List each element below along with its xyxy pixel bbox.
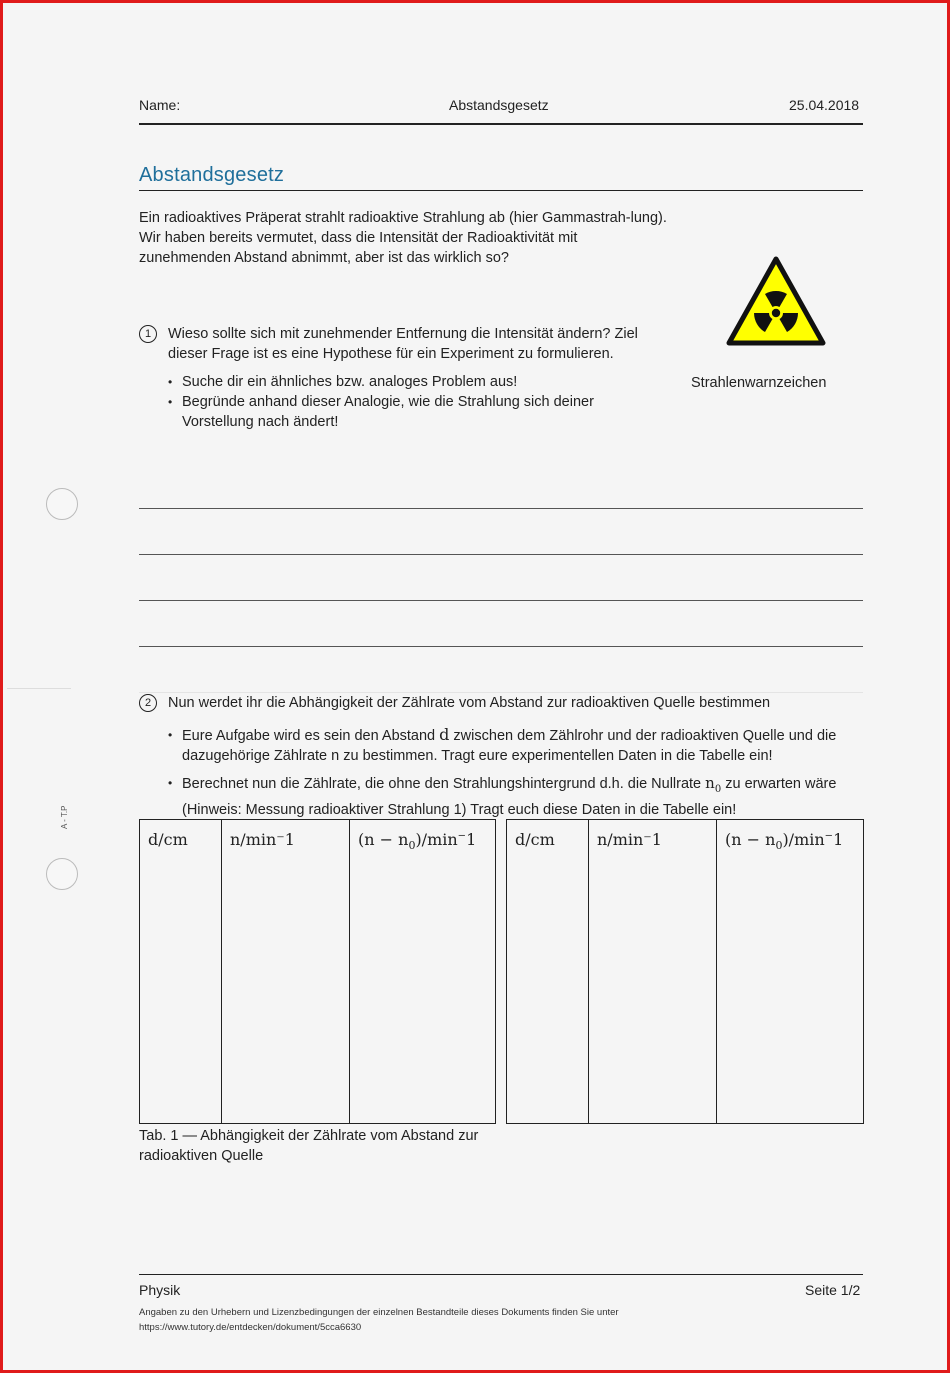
answer-line[interactable] xyxy=(139,600,863,601)
table-header-rate: n/min⁻1 xyxy=(589,820,717,1124)
header-date: 25.04.2018 xyxy=(789,97,860,113)
punch-hole xyxy=(46,488,78,520)
side-label: A - T.P xyxy=(60,805,69,829)
punch-hole xyxy=(46,858,78,890)
task-1-number: 1 xyxy=(139,325,157,343)
footer-subject: Physik xyxy=(139,1282,181,1298)
task-1-bullet: • Suche dir ein ähnliches bzw. analoges Problem aus! xyxy=(168,372,638,392)
section-title: Abstandsgesetz xyxy=(139,164,285,186)
header-title: Abstandsgesetz xyxy=(449,97,549,113)
task-1-bullet: • Begründe anhand dieser Analogie, wie die Strahlung sich deiner Vorstellung nach ändert! xyxy=(168,392,638,432)
header-name-label: Name: xyxy=(139,97,181,113)
data-table-right xyxy=(506,819,864,1124)
task-1-bullets xyxy=(168,372,638,432)
task-2-intro: Nun werdet ihr die Abhängigkeit der Zählrate vom Abstand zur radioaktiven Quelle bestimmen xyxy=(168,695,771,711)
task-2-bullet: • Eure Aufgabe wird es sein den Abstand d zwischen dem Zählrohr und der radioaktiven Quelle und die dazugehörige Zählrate n zu bestimmen. Tragt eure experimentellen Daten in die Tabelle ein! xyxy=(168,725,858,766)
intro-paragraph: Ein radioaktives Präperat strahlt radioaktive Strahlung ab (hier Gammastrah-lung). Wir haben bereits vermutet, dass die Intensität der Radioaktivität mit zunehmenden Abstand abnimmt, aber ist das wirklich so? xyxy=(139,210,667,266)
table-header-distance: d/cm xyxy=(148,830,188,849)
radiation-caption: Strahlenwarnzeichen xyxy=(691,375,827,391)
footer-rule xyxy=(139,1274,863,1275)
radiation-warning-icon xyxy=(725,255,827,347)
table-header-distance: d/cm xyxy=(515,830,555,849)
footer-attribution: Angaben zu den Urhebern und Lizenzbedingungen der einzelnen Bestandteile dieses Dokuments finden Sie unter xyxy=(139,1307,619,1318)
answer-line[interactable] xyxy=(139,554,863,555)
answer-line[interactable] xyxy=(139,508,863,509)
section-rule xyxy=(139,190,863,191)
table-header-net-rate: $(n - n_0)/\min^-1$ xyxy=(350,820,496,1124)
task-2-number: 2 xyxy=(139,694,157,712)
fold-mark xyxy=(7,688,71,689)
task-2-bullets xyxy=(168,725,858,820)
task-2-bullet: • Berechnet nun die Zählrate, die ohne den Strahlungshintergrund d.h. die Nullrate $n_0$ zu erwarten wäre (Hinweis: Messung radioaktiver Strahlung 1) Tragt euch diese Daten in die Tabelle ein! xyxy=(168,773,858,820)
data-table-left xyxy=(139,819,496,1124)
table-header-rate: n/min⁻1 xyxy=(222,820,350,1124)
header-rule xyxy=(139,123,863,125)
task-1-question: Wieso sollte sich mit zunehmender Entfernung die Intensität ändern? Ziel dieser Frage ist es eine Hypothese für ein Experiment zu formulieren. xyxy=(168,326,638,362)
answer-line[interactable] xyxy=(139,646,863,647)
table-header-net-rate: $(n - n_0)/\min^-1$ xyxy=(717,820,864,1124)
footer-link[interactable]: https://www.tutory.de/entdecken/dokument/5cca6630 xyxy=(139,1322,362,1333)
table-caption: Tab. 1 — Abhängigkeit der Zählrate vom Abstand zur radioaktiven Quelle xyxy=(139,1128,479,1164)
footer-page: Seite 1/2 xyxy=(805,1282,861,1298)
